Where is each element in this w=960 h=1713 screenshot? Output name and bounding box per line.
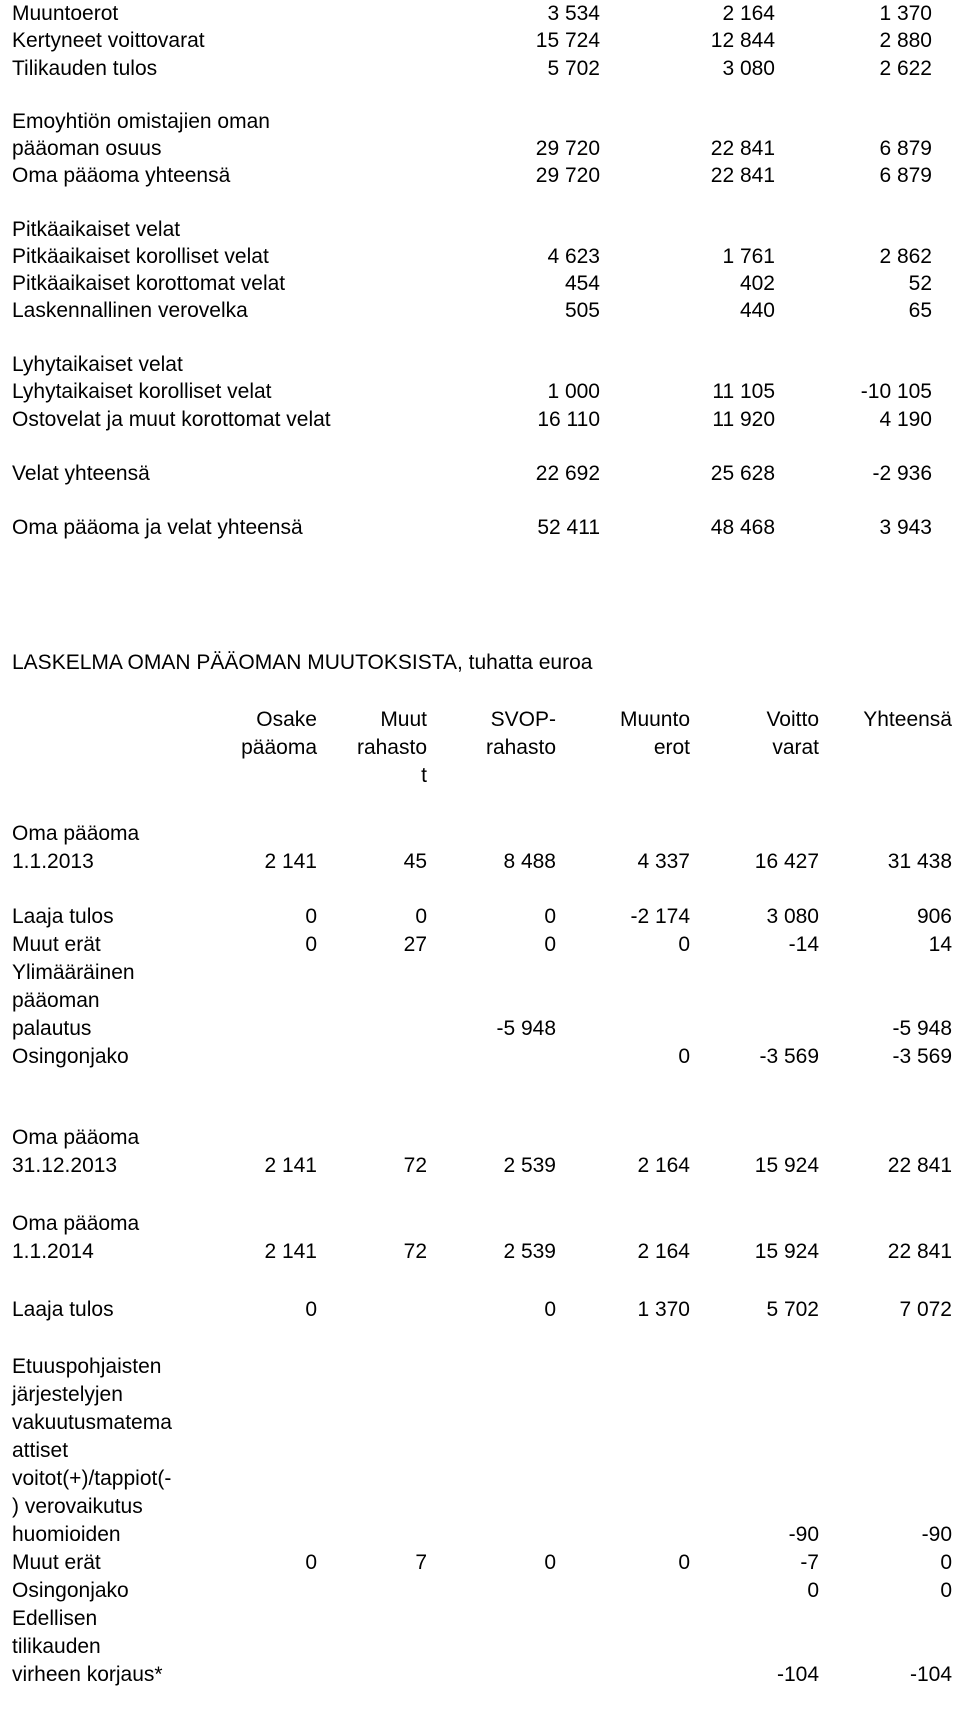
equity-row-value: 0: [415, 905, 427, 928]
equity-row-value: 0: [305, 905, 317, 928]
balance-row-value: 65: [908, 299, 932, 322]
balance-row-label: pääoman osuus: [12, 137, 162, 160]
equity-row-value: 2 539: [503, 1154, 556, 1177]
balance-row-value: 1 370: [879, 2, 932, 25]
equity-row-label: Muut erät: [12, 1551, 101, 1574]
balance-row-value: 440: [739, 299, 775, 322]
equity-row-value: -3 569: [892, 1045, 952, 1068]
equity-row-value: 2 141: [264, 850, 317, 873]
equity-row-value: -90: [788, 1523, 819, 1546]
equity-row-value: 0: [305, 933, 317, 956]
balance-row-label: Emoyhtiön omistajien oman: [12, 110, 270, 133]
balance-row-value: 22 692: [535, 462, 600, 485]
balance-row-label: Lyhytaikaiset velat: [12, 353, 183, 376]
equity-column-header: SVOP-: [490, 708, 556, 731]
equity-row-value: 3 080: [766, 905, 819, 928]
balance-row-value: 454: [564, 272, 600, 295]
equity-column-header: Muunto: [619, 708, 690, 731]
equity-row-label: Osingonjako: [12, 1579, 129, 1602]
equity-row-label: Laaja tulos: [12, 905, 114, 928]
balance-row-value: -10 105: [860, 380, 932, 403]
equity-row-value: 22 841: [887, 1154, 952, 1177]
balance-row-value: 3 943: [879, 516, 932, 539]
equity-row-value: 0: [544, 1551, 556, 1574]
equity-row-value: 0: [678, 1045, 690, 1068]
balance-row-value: 12 844: [710, 29, 775, 52]
balance-row-label: Laskennallinen verovelka: [12, 299, 248, 322]
equity-row-value: -14: [788, 933, 819, 956]
balance-row-value: 402: [739, 272, 775, 295]
equity-column-header: Muut: [380, 708, 427, 731]
balance-row-value: 3 534: [547, 2, 600, 25]
equity-row-label: pääoman: [12, 989, 100, 1012]
equity-row-value: 0: [807, 1579, 819, 1602]
equity-row-label: virheen korjaus*: [12, 1663, 163, 1686]
equity-row-value: 72: [403, 1240, 427, 1263]
equity-row-value: 0: [940, 1551, 952, 1574]
equity-row-value: 0: [940, 1579, 952, 1602]
equity-column-header: Voitto: [766, 708, 819, 731]
equity-row-value: 31 438: [887, 850, 952, 873]
balance-row-value: 1 761: [722, 245, 775, 268]
balance-row-label: Lyhytaikaiset korolliset velat: [12, 380, 272, 403]
equity-row-label: 31.12.2013: [12, 1154, 118, 1177]
balance-row-value: 6 879: [879, 137, 932, 160]
balance-row-value: 16 110: [537, 408, 600, 431]
equity-row-label: Oma pääoma: [12, 1212, 140, 1235]
balance-row-value: 3 080: [722, 57, 775, 80]
balance-row-value: 11 920: [712, 408, 775, 431]
equity-column-header: pääoma: [241, 736, 317, 759]
equity-row-value: -2 174: [630, 905, 690, 928]
balance-row-value: 48 468: [710, 516, 775, 539]
balance-row-label: Ostovelat ja muut korottomat velat: [12, 408, 331, 431]
balance-row-label: Pitkäaikaiset korottomat velat: [12, 272, 286, 295]
section-title: LASKELMA OMAN PÄÄOMAN MUUTOKSISTA, tuhatta euroa: [12, 651, 593, 674]
equity-row-value: 1 370: [637, 1298, 690, 1321]
equity-row-value: 2 141: [264, 1154, 317, 1177]
equity-row-value: 5 702: [766, 1298, 819, 1321]
equity-column-header: Yhteensä: [863, 708, 952, 731]
balance-row-label: Oma pääoma yhteensä: [12, 164, 231, 187]
equity-row-label: huomioiden: [12, 1523, 121, 1546]
equity-row-label: ) verovaikutus: [12, 1495, 143, 1518]
balance-row-value: 2 880: [879, 29, 932, 52]
equity-row-label: Oma pääoma: [12, 1126, 140, 1149]
balance-row-label: Tilikauden tulos: [12, 57, 158, 80]
balance-row-value: 4 190: [879, 408, 932, 431]
equity-row-value: 0: [544, 1298, 556, 1321]
equity-row-label: tilikauden: [12, 1635, 101, 1658]
balance-row-label: Pitkäaikaiset velat: [12, 218, 181, 241]
equity-row-value: 27: [403, 933, 427, 956]
equity-row-label: vakuutusmatema: [12, 1411, 172, 1434]
balance-row-label: Kertyneet voittovarat: [12, 29, 205, 52]
balance-row-value: 25 628: [710, 462, 775, 485]
equity-row-label: Edellisen: [12, 1607, 98, 1630]
equity-row-value: 0: [678, 1551, 690, 1574]
equity-row-value: -5 948: [496, 1017, 556, 1040]
equity-row-label: palautus: [12, 1017, 92, 1040]
equity-row-label: 1.1.2013: [12, 850, 94, 873]
equity-row-value: 2 141: [264, 1240, 317, 1263]
balance-row-value: 52: [908, 272, 932, 295]
equity-row-label: järjestelyjen: [12, 1383, 123, 1406]
equity-row-value: 2 164: [637, 1240, 690, 1263]
equity-row-label: Laaja tulos: [12, 1298, 114, 1321]
equity-row-value: 22 841: [887, 1240, 952, 1263]
equity-row-label: Muut erät: [12, 933, 101, 956]
equity-row-label: Ylimääräinen: [12, 961, 135, 984]
equity-column-header: rahasto: [485, 736, 556, 759]
equity-row-value: 0: [544, 905, 556, 928]
balance-row-value: 6 879: [879, 164, 932, 187]
equity-row-value: 906: [916, 905, 952, 928]
equity-row-value: 7 072: [899, 1298, 952, 1321]
equity-column-header: t: [421, 764, 427, 787]
balance-row-value: 5 702: [547, 57, 600, 80]
equity-row-label: attiset: [12, 1439, 69, 1462]
equity-row-value: -7: [800, 1551, 819, 1574]
equity-row-value: 16 427: [754, 850, 819, 873]
balance-row-value: 11 105: [712, 380, 775, 403]
equity-row-value: 14: [928, 933, 952, 956]
equity-row-value: 0: [305, 1551, 317, 1574]
balance-row-label: Muuntoerot: [12, 2, 119, 25]
equity-row-value: -104: [909, 1663, 952, 1686]
balance-row-label: Pitkäaikaiset korolliset velat: [12, 245, 269, 268]
balance-row-value: 52 411: [537, 516, 600, 539]
balance-row-value: 2 164: [722, 2, 775, 25]
equity-row-value: -3 569: [759, 1045, 819, 1068]
equity-row-label: Etuuspohjaisten: [12, 1355, 162, 1378]
equity-row-value: 0: [678, 933, 690, 956]
balance-row-value: 4 623: [547, 245, 600, 268]
equity-row-value: -5 948: [892, 1017, 952, 1040]
equity-row-value: 45: [403, 850, 427, 873]
equity-row-value: 0: [305, 1298, 317, 1321]
balance-row-value: 29 720: [535, 137, 600, 160]
equity-column-header: rahasto: [356, 736, 427, 759]
balance-row-value: 1 000: [547, 380, 600, 403]
balance-row-value: 2 862: [879, 245, 932, 268]
equity-row-value: 4 337: [637, 850, 690, 873]
equity-row-value: 15 924: [754, 1240, 819, 1263]
equity-row-label: Osingonjako: [12, 1045, 129, 1068]
balance-row-value: -2 936: [872, 462, 932, 485]
equity-column-header: varat: [772, 736, 819, 759]
equity-row-value: 2 164: [637, 1154, 690, 1177]
equity-row-value: 72: [403, 1154, 427, 1177]
equity-row-value: 2 539: [503, 1240, 556, 1263]
equity-row-value: -104: [776, 1663, 819, 1686]
equity-column-header: Osake: [256, 708, 317, 731]
equity-row-label: voitot(+)/tappiot(-: [12, 1467, 172, 1490]
equity-row-value: -90: [921, 1523, 952, 1546]
balance-row-value: 29 720: [535, 164, 600, 187]
balance-row-value: 22 841: [710, 137, 775, 160]
equity-row-label: 1.1.2014: [12, 1240, 94, 1263]
equity-row-value: 7: [415, 1551, 427, 1574]
balance-row-value: 2 622: [879, 57, 932, 80]
equity-row-value: 15 924: [754, 1154, 819, 1177]
equity-row-label: Oma pääoma: [12, 822, 140, 845]
balance-row-value: 15 724: [535, 29, 600, 52]
balance-row-label: Oma pääoma ja velat yhteensä: [12, 516, 303, 539]
equity-row-value: 0: [544, 933, 556, 956]
balance-row-label: Velat yhteensä: [12, 462, 150, 485]
balance-row-value: 505: [564, 299, 600, 322]
equity-row-value: 8 488: [503, 850, 556, 873]
equity-column-header: erot: [653, 736, 690, 759]
balance-row-value: 22 841: [710, 164, 775, 187]
